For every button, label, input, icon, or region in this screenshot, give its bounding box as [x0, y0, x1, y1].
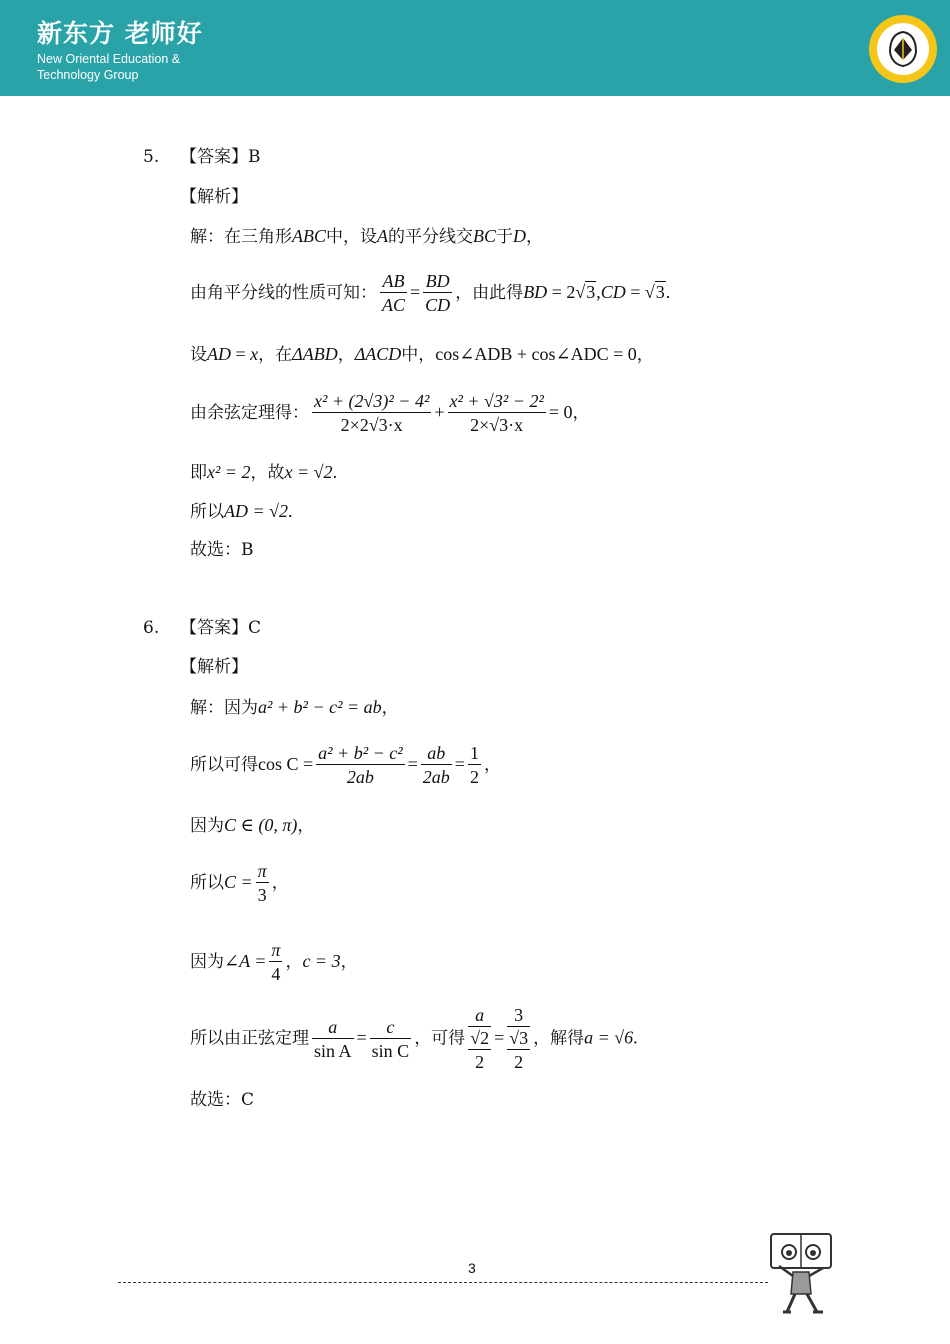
q5-analysis-label: 【解析】: [180, 187, 248, 207]
q5-l3-i: 中，: [401, 345, 436, 365]
q5-line5: [190, 461, 337, 484]
q5-l1-h: D: [513, 226, 527, 246]
q5-l3-d: x: [250, 344, 259, 364]
q6-l6-e: .: [633, 1027, 638, 1048]
q5-l4-eq: = 0: [548, 402, 573, 422]
q6-l6-d1: sin A: [312, 1038, 354, 1063]
q6-l5-d: 4: [269, 961, 282, 986]
q6-l6-c: ，解得: [533, 1028, 585, 1049]
q6-line1: [190, 696, 399, 719]
footer-divider: [118, 1282, 768, 1283]
q6-l6-eq2: =: [494, 1027, 505, 1048]
q5-l1-f: BC: [473, 226, 497, 246]
q6-l2-eq2: =: [454, 754, 465, 774]
q6-line2: [190, 742, 501, 789]
q5-l1-e: 的平分线交: [388, 227, 473, 247]
q6-l1-b: a² + b² − c² = ab: [258, 697, 382, 717]
q5-line4: [190, 390, 590, 437]
q5-l2-f2d: CD: [423, 292, 452, 317]
q6-l4-c: ，: [271, 873, 289, 893]
q5-l3-g: ，: [337, 345, 355, 365]
q5-l3-j: cos∠ADB + cos∠ADC = 0: [435, 344, 637, 364]
q5-line7: 故选：B: [190, 540, 254, 560]
q5-l4-n2: x² + √3² − 2²: [449, 391, 544, 411]
q6-l4-a: 所以: [190, 873, 224, 893]
q6-l5-b: ∠A =: [224, 951, 267, 971]
q5-l3-h: ΔACD: [354, 344, 402, 364]
q6-l6-d3: 2: [468, 1049, 491, 1074]
q6-l6-s4: √3: [509, 1028, 529, 1048]
q6-l2-c: ，: [483, 755, 501, 775]
q6-l2-d1: 2ab: [316, 764, 404, 789]
q5-l1-i: ，: [526, 227, 544, 247]
q6-l4-d: 3: [256, 882, 269, 907]
q6-l2-frac3: [468, 742, 481, 789]
q6-l6-frac2: [370, 1016, 412, 1063]
q6-l2-d2: 2ab: [421, 764, 452, 789]
q6-l2-d3: 2: [468, 764, 481, 789]
q6-l2-frac1: [316, 742, 404, 789]
q6-l5-c: ，: [285, 952, 303, 972]
q6-answer: 【答案】C: [180, 618, 262, 638]
q5-l2-eq: =: [410, 282, 421, 302]
q5-l1-g: 于: [496, 227, 514, 247]
brand-name-en: [37, 51, 180, 83]
q5-l5-b: x² = 2: [207, 462, 251, 482]
q5-l2-h: =: [625, 282, 645, 302]
q6-l5-frac: [269, 939, 282, 986]
q6-l4-n: π: [257, 861, 267, 881]
q6-l2-n3: 1: [469, 743, 479, 763]
q5-l2-f2n: BD: [425, 271, 450, 291]
q6-l6-n3: a: [475, 1005, 485, 1025]
q6-line7: 故选：C: [190, 1090, 255, 1110]
reading-mascot-icon: [765, 1228, 837, 1318]
q6-l5-e: c = 3: [302, 951, 341, 971]
q5-l2-c: BD: [523, 282, 548, 302]
q5-l2-a: 由角平分线的性质可知：: [190, 283, 377, 303]
q5-l1-a: 解：在三角形: [190, 227, 292, 247]
q6-analysis-label: 【解析】: [180, 657, 248, 677]
q5-l4-d1: 2×2√3·x: [312, 412, 431, 437]
q5-answer: 【答案】B: [180, 147, 261, 167]
q5-l2-f: ,: [596, 282, 601, 302]
q6-l5-a: 因为: [190, 952, 224, 972]
q6-line5: [190, 939, 358, 986]
q5-l4-b: ，: [572, 403, 590, 423]
q5-l6-b: AD = √2: [224, 501, 289, 521]
q5-l4-d2: 2×√3·x: [448, 412, 546, 437]
q6-l2-n1: a² + b² − c²: [318, 743, 403, 763]
q6-l4-frac: [256, 860, 269, 907]
q5-l4-n1: x² + (2√3)² − 4²: [314, 391, 430, 411]
q6-l3-a: 因为: [190, 816, 224, 836]
q5-line6: [190, 500, 293, 523]
q5-l2-sqrt1: √3: [575, 282, 596, 302]
brand-en-line1: New Oriental Education &: [37, 52, 181, 66]
q6-l6-eq1: =: [356, 1027, 367, 1048]
page-header: [0, 0, 950, 96]
q6-l6-frac4: [507, 1004, 530, 1074]
q6-number: 6.: [143, 618, 160, 638]
q5-l2-frac1: [380, 270, 407, 317]
q6-l6-d4: 2: [507, 1049, 530, 1074]
q6-l6-n2: c: [386, 1016, 395, 1037]
brand-name-cn: 新东方 老师好: [37, 19, 203, 48]
q5-l2-e: 3: [586, 282, 596, 302]
q5-l2-d: = 2: [547, 282, 576, 302]
q6-l6-frac3: [468, 1004, 491, 1074]
q6-l6-d: a = √6: [584, 1027, 634, 1048]
q5-line1: [190, 225, 543, 248]
q6-l3-c: ，: [297, 816, 315, 836]
q6-l6-a: 所以由正弦定理: [190, 1028, 309, 1049]
q5-l2-sqrt2: √3: [644, 282, 665, 302]
q6-l6-n4: 3: [514, 1005, 524, 1025]
q6-l5-f: ，: [340, 952, 358, 972]
q6-l2-a: 所以可得: [190, 755, 258, 775]
q6-l4-b: C =: [224, 872, 253, 892]
q6-l6-b: ，可得: [414, 1028, 466, 1049]
q6-l2-n2: ab: [427, 743, 446, 763]
q5-l4-frac1: [312, 390, 431, 437]
q5-l1-d: A: [377, 226, 388, 246]
q6-l2-eq1: =: [407, 754, 418, 774]
q6-l2-b: cos C =: [258, 754, 314, 774]
q5-l2-frac2: [423, 270, 452, 317]
q5-l2-b: ，由此得: [455, 283, 524, 303]
q5-l3-e: ，在: [258, 345, 293, 365]
q6-line4: [190, 860, 289, 907]
q5-number: 5.: [143, 147, 160, 167]
q5-l2-g: CD: [600, 282, 626, 302]
q5-l1-b: ABC: [292, 226, 326, 246]
q5-l2-i: 3: [655, 282, 665, 302]
q5-l5-a: 即: [190, 463, 207, 483]
q6-l6-d2: sin C: [370, 1038, 412, 1063]
q6-line3: [190, 814, 314, 837]
q5-l1-c: 中，设: [326, 227, 377, 247]
q5-l3-k: ，: [636, 345, 654, 365]
new-oriental-logo-icon: [868, 14, 938, 84]
q5-l5-c: ，故: [250, 463, 285, 483]
brand-en-line2: Technology Group: [37, 68, 139, 82]
q6-l6-frac1: [312, 1016, 354, 1063]
q5-l4-a: 由余弦定理得：: [190, 403, 309, 423]
q6-l6-n1: a: [328, 1016, 338, 1037]
q5-l3-b: AD: [207, 344, 231, 364]
q6-l6-s3: √2: [470, 1028, 490, 1048]
q5-l2-j: .: [665, 282, 671, 302]
q6-line6: [190, 1004, 638, 1074]
q5-l3-c: =: [231, 344, 251, 364]
q6-l1-c: ，: [381, 698, 399, 718]
q5-l2-f1n: AB: [382, 271, 405, 291]
q5-l4-plus: +: [434, 402, 445, 422]
q5-l5-e: .: [332, 462, 338, 482]
q5-l6-c: .: [288, 501, 293, 521]
q5-l5-d: x = √2: [284, 462, 333, 482]
q6-l3-b: C ∈ (0, π): [224, 815, 298, 835]
q5-l6-a: 所以: [190, 502, 224, 522]
q6-l1-a: 解：因为: [190, 698, 258, 718]
q6-l5-n: π: [271, 940, 281, 960]
q5-line2: [190, 270, 670, 317]
page-number: 3: [468, 1260, 476, 1276]
q5-line3: [190, 343, 654, 366]
q5-l4-frac2: [448, 390, 546, 437]
q6-l2-frac2: [421, 742, 452, 789]
q5-l3-a: 设: [190, 345, 207, 365]
q5-l3-f: ΔABD: [292, 344, 338, 364]
q5-l2-f1d: AC: [380, 292, 407, 317]
